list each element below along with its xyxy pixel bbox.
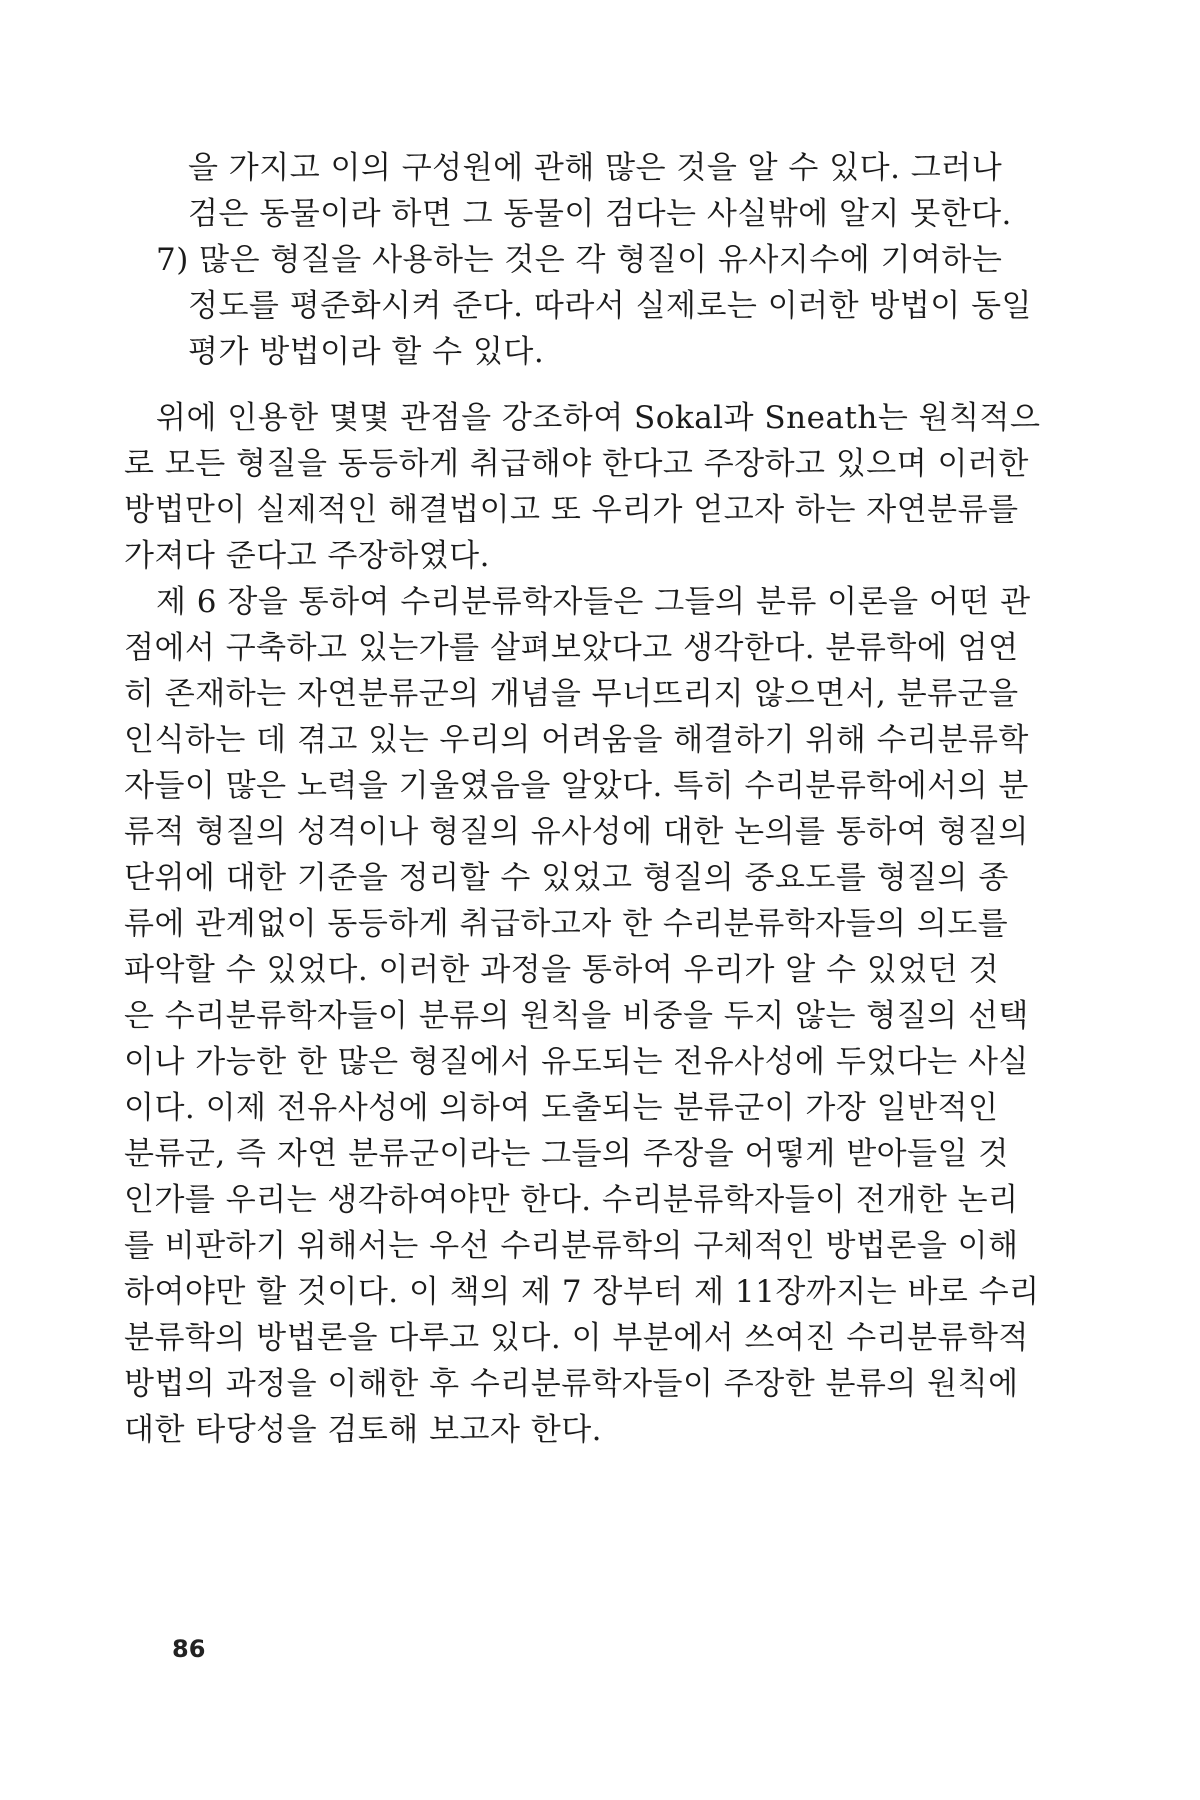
text-line: 정도를 평준화시켜 준다. 따라서 실제로는 이러한 방법이 동일 (188, 288, 1032, 324)
text-line: 로 모든 형질을 동등하게 취급해야 한다고 주장하고 있으며 이러한 (124, 446, 1029, 482)
text-line: 이나 가능한 한 많은 형질에서 유도되는 전유사성에 두었다는 사실 (124, 1044, 1029, 1080)
text-line: 분류군, 즉 자연 분류군이라는 그들의 주장을 어떻게 받아들일 것 (124, 1136, 1009, 1172)
text-line: 을 가지고 이의 구성원에 관해 많은 것을 알 수 있다. 그러나 (188, 150, 1003, 186)
text-line: 가져다 준다고 주장하였다. (124, 538, 490, 574)
text-line: 류에 관계없이 동등하게 취급하고자 한 수리분류학자들의 의도를 (124, 906, 1009, 942)
text-line: 점에서 구축하고 있는가를 살펴보았다고 생각한다. 분류학에 엄연 (124, 630, 1019, 666)
text-line: 류적 형질의 성격이나 형질의 유사성에 대한 논의를 통하여 형질의 (124, 814, 1029, 850)
text-line: 인가를 우리는 생각하여야만 한다. 수리분류학자들이 전개한 논리 (124, 1182, 1019, 1218)
text-line: 검은 동물이라 하면 그 동물이 검다는 사실밖에 알지 못한다. (188, 196, 1012, 232)
text-line: 방법만이 실제적인 해결법이고 또 우리가 얻고자 하는 자연분류를 (124, 492, 1019, 528)
text-line: 를 비판하기 위해서는 우선 수리분류학의 구체적인 방법론을 이해 (124, 1228, 1019, 1264)
text-line: 히 존재하는 자연분류군의 개념을 무너뜨리지 않으면서, 분류군을 (124, 676, 1019, 712)
text-line: 위에 인용한 몇몇 관점을 강조하여 Sokal과 Sneath는 원칙적으 (156, 400, 1041, 436)
text-line: 대한 타당성을 검토해 보고자 한다. (124, 1412, 603, 1448)
text-line: 방법의 과정을 이해한 후 수리분류학자들이 주장한 분류의 원칙에 (124, 1366, 1019, 1402)
text-line: 이다. 이제 전유사성에 의하여 도출되는 분류군이 가장 일반적인 (124, 1090, 999, 1126)
text-line: 단위에 대한 기준을 정리할 수 있었고 형질의 중요도를 형질의 종 (124, 860, 1009, 896)
text-line: 은 수리분류학자들이 분류의 원칙을 비중을 두지 않는 형질의 선택 (124, 998, 1029, 1034)
text-line: 파악할 수 있었다. 이러한 과정을 통하여 우리가 알 수 있었던 것 (124, 952, 1000, 988)
text-line: 자들이 많은 노력을 기울였음을 알았다. 특히 수리분류학에서의 분 (124, 768, 1029, 804)
text-line: 인식하는 데 겪고 있는 우리의 어려움을 해결하기 위해 수리분류학 (124, 722, 1029, 758)
text-line: 평가 방법이라 할 수 있다. (188, 334, 545, 370)
text-line: 분류학의 방법론을 다루고 있다. 이 부분에서 쓰여진 수리분류학적 (124, 1320, 1029, 1356)
text-line: 하여야만 할 것이다. 이 책의 제 7 장부터 제 11장까지는 바로 수리 (124, 1274, 1040, 1310)
text-line: 제 6 장을 통하여 수리분류학자들은 그들의 분류 이론을 어떤 관 (156, 584, 1031, 620)
text-line: 7) 많은 형질을 사용하는 것은 각 형질이 유사지수에 기여하는 (156, 242, 1003, 278)
page-number: 86 (172, 1635, 206, 1663)
